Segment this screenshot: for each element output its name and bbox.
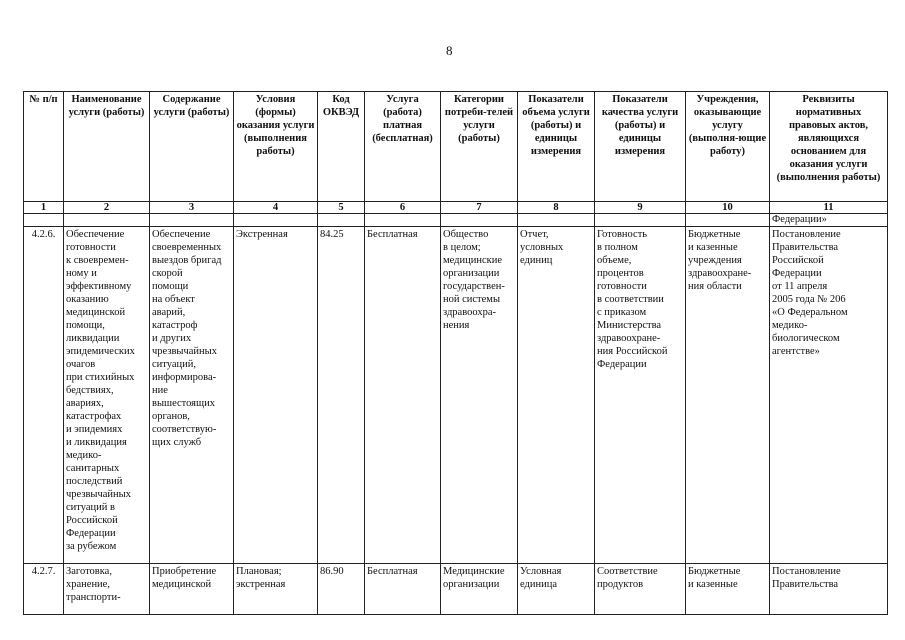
continuation-row	[24, 214, 888, 227]
column-number: 3	[150, 202, 234, 214]
column-number: 1	[24, 202, 64, 214]
header-cell: Условия (формы) оказания услуги (выполнения работы)	[234, 92, 318, 202]
table-cell: Постановление Правительства	[770, 564, 888, 615]
table-cell	[64, 214, 150, 227]
header-cell: № п/п	[24, 92, 64, 202]
column-number: 7	[441, 202, 518, 214]
column-number: 2	[64, 202, 150, 214]
page-number: 8	[446, 43, 453, 58]
column-number: 5	[318, 202, 365, 214]
services-table	[23, 91, 888, 615]
table-cell: Экстренная	[234, 227, 318, 564]
table-cell	[318, 214, 365, 227]
table-cell: Постановление Правительства Российской Федерации от 11 апреля 2005 года № 206 «О Федеральном медико- биологическом агентстве»	[770, 227, 888, 564]
table-cell	[365, 214, 441, 227]
column-number: 8	[518, 202, 595, 214]
table-cell: Федерации»	[770, 214, 888, 227]
table-cell	[686, 214, 770, 227]
row-number: 4.2.6.	[24, 227, 64, 564]
column-number: 11	[770, 202, 888, 214]
table-cell: Готовность в полном объеме, процентов готовности в соответствии с приказом Министерства здравоохране- ния Российской Федерации	[595, 227, 686, 564]
header-row	[24, 92, 888, 202]
header-cell: Услуга (работа) платная (бесплатная)	[365, 92, 441, 202]
table-cell: Соответствие продуктов	[595, 564, 686, 615]
table-cell: Заготовка, хранение, транспорти-	[64, 564, 150, 615]
header-cell: Содержание услуги (работы)	[150, 92, 234, 202]
table-cell	[441, 214, 518, 227]
table-cell	[518, 214, 595, 227]
column-number: 4	[234, 202, 318, 214]
table-cell	[150, 214, 234, 227]
table-row	[24, 564, 888, 615]
column-number-row	[24, 202, 888, 214]
table-cell: Отчет, условных единиц	[518, 227, 595, 564]
header-cell: Код ОКВЭД	[318, 92, 365, 202]
header-cell: Наименование услуги (работы)	[64, 92, 150, 202]
header-cell: Учреждения, оказывающие услугу (выполня-ющие работу)	[686, 92, 770, 202]
header-cell: Реквизиты нормативных правовых актов, являющихся основанием для оказания услуги (выполнения работы)	[770, 92, 888, 202]
column-number: 9	[595, 202, 686, 214]
table-row	[24, 227, 888, 564]
table-cell	[24, 214, 64, 227]
table-cell: Бюджетные и казенные учреждения здравоохране- ния области	[686, 227, 770, 564]
table-cell: Бюджетные и казенные	[686, 564, 770, 615]
row-number: 4.2.7.	[24, 564, 64, 615]
column-number: 6	[365, 202, 441, 214]
table-cell: Обеспечение готовности к своевремен- ному и эффективному оказанию медицинской помощи, ликвидации эпидемических очагов при стихийных бедствиях, авариях, катастрофах и эпидемиях и ликвидация медико- санитарных последствий чрезвычайных ситуаций в Российской Федерации за рубежом	[64, 227, 150, 564]
table-cell: Приобретение медицинской	[150, 564, 234, 615]
table-cell: Общество в целом; медицинские организации государствен- ной системы здравоохра- нения	[441, 227, 518, 564]
header-cell: Категории потреби-телей услуги (работы)	[441, 92, 518, 202]
table-cell	[234, 214, 318, 227]
column-number: 10	[686, 202, 770, 214]
table-cell: Медицинские организации	[441, 564, 518, 615]
table-cell: Условная единица	[518, 564, 595, 615]
table-cell	[595, 214, 686, 227]
header-cell: Показатели объема услуги (работы) и единицы измерения	[518, 92, 595, 202]
table-cell: Плановая; экстренная	[234, 564, 318, 615]
table-cell: 84.25	[318, 227, 365, 564]
table-cell: 86.90	[318, 564, 365, 615]
table-cell: Обеспечение своевременных выездов бригад скорой помощи на объект аварий, катастроф и других чрезвычайных ситуаций, информирова- ние вышестоящих органов, соответствую- щих служб	[150, 227, 234, 564]
table-cell: Бесплатная	[365, 564, 441, 615]
header-cell: Показатели качества услуги (работы) и единицы измерения	[595, 92, 686, 202]
table-cell: Бесплатная	[365, 227, 441, 564]
